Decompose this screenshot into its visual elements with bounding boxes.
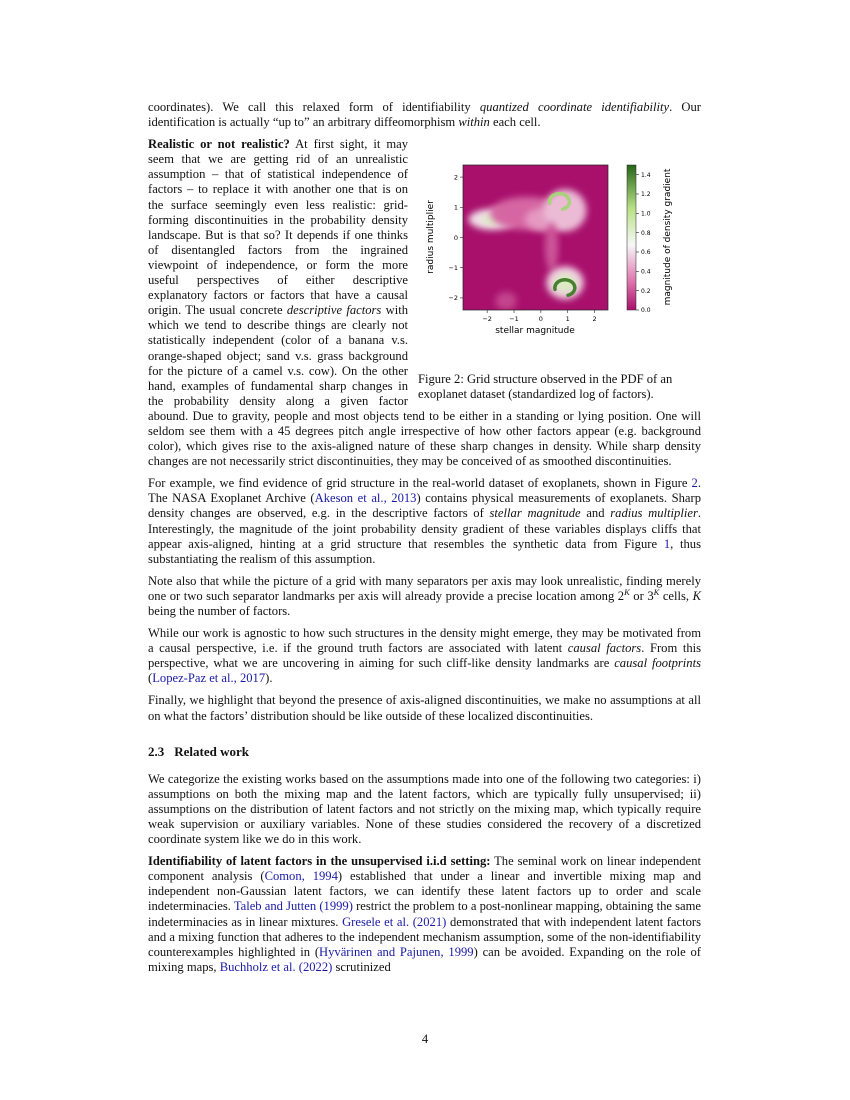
y-axis-label: radius multiplier xyxy=(426,200,436,275)
y-tick-label: −2 xyxy=(448,294,458,303)
y-tick-label: 0 xyxy=(453,233,458,242)
paragraph-note: Note also that while the picture of a grid with many separators per axis may look unrealistic, finding merely one or two such separator landmarks per axis will already provide a precise location among $2^K$ or $3^K$ cells, K being the number of factors. xyxy=(148,573,702,618)
paragraph-realistic: Realistic or not realistic? At first sight, it may seem that we are getting rid of an unrealistic assumption – that of statistical independence of factors – to replace it with another one that is on the surface seemingly even less realistic: grid-forming discontinuities in the probability density landscape. But is that so? It depends if one thinks of disentangled factors from the ingrained viewpoint of independence, or form the more useful perspectives of either descriptive explanatory factors or factors that have a causal origin. The usual concrete descriptive factors with which we tend to describe things are clearly not statistically independent (color of a banana v.s. orange-shaped object; sand v.s. grass background for the picture of a camel v.s. cow). On the other hand, examples of fundamental sharp changes in the probability density along a given factor abound. Due to gravity, people and most objects tend to be either in a standing or lying position. One will seldom see them with a 45 degrees pitch angle irrespective of how other factors appear (e.g. background color), which gives rise to the axis-aligned nature of these sharp changes in density. While sharp density changes are not necessarily strict discontinuities, they may be conceived of as smoothed discontinuities. xyxy=(148,137,701,469)
x-tick-label: −1 xyxy=(509,315,519,324)
figure-2 xyxy=(418,140,701,402)
y-tick-label: 2 xyxy=(453,173,458,182)
paragraph-agnostic: While our work is agnostic to how such structures in the density might emerge, they may be motivated from a causal perspective, i.e. if the ground truth factors are associated with latent causal factors. From this perspective, what we are uncovering in aiming for such cliff-like density landmarks are causal footprints (Lopez-Paz et al., 2017). xyxy=(148,626,702,686)
colorbar xyxy=(627,165,636,310)
colorbar-tick-label: 0.2 xyxy=(641,288,651,296)
colorbar-tick-label: 1.4 xyxy=(641,172,651,180)
exoplanet-heatmap xyxy=(418,140,701,372)
paragraph-finally: Finally, we highlight that beyond the presence of axis-aligned discontinuities, we make no assumptions at all on what the factors’ distribution should be like outside of these localized discontinuities. xyxy=(148,693,701,723)
colorbar-ticks xyxy=(636,172,651,314)
plot-background xyxy=(463,165,608,310)
x-axis-ticks xyxy=(482,310,596,323)
paragraph-related: We categorize the existing works based on the assumptions made into one of the following two categories: i) assumptions on both the mixing map and the latent factors, which are typically fully unsupervised; ii) assumptions on the distribution of latent factors and not strictly on the mixing map, which typically require weak supervision or auxiliary variables. None of these studies considered the recovery of a discretized coordinate system like we do in this work. xyxy=(148,771,701,847)
paragraph-identifiability: Identifiability of latent factors in the unsupervised i.i.d setting: The seminal work on linear independent component analysis (Comon, 1994) established that under a linear and invertible mixing map and independent non-Gaussian latent factors, we can identify these latent factors up to order and scale indeterminacies. Taleb and Jutten (1999) restrict the problem to a post-nonlinear mapping, obtaining the same indeterminacies as in linear mixtures. Gresele et al. (2021) demonstrated that with independent latent factors and a mixing function that adheres to the independent mechanism assumption, some of the non-identifiability counterexamples highlighted in (Hyvärinen and Pajunen, 1999) can be avoided. Expanding on the role of mixing maps, Buchholz et al. (2022) scrutinized xyxy=(148,854,701,974)
paragraph-intro: coordinates). We call this relaxed form of identifiability quantized coordinate identifiability. Our identification is actually “up to” an arbitrary diffeomorphism within each cell. xyxy=(148,100,701,130)
colorbar-tick-label: 0.0 xyxy=(641,307,651,315)
figure-2-link[interactable]: 2 xyxy=(691,476,698,491)
y-axis-ticks xyxy=(448,174,463,303)
colorbar-tick-label: 1.2 xyxy=(641,191,651,199)
citation-akeson[interactable]: Akeson et al., 2013 xyxy=(314,491,417,506)
colorbar-tick-label: 0.8 xyxy=(641,230,651,238)
y-tick-label: −1 xyxy=(448,264,458,273)
figure-caption: Figure 2: Grid structure observed in the PDF of an exoplanet dataset (standardized log of factors). xyxy=(418,372,673,402)
section-heading-related-work: 2.3 Related work xyxy=(148,743,249,759)
colorbar-tick-label: 0.4 xyxy=(641,268,651,276)
citation-hyvarinen[interactable]: Hyvärinen and Pajunen, 1999 xyxy=(319,944,474,959)
x-axis-label: stellar magnitude xyxy=(495,326,575,337)
colorbar-tick-label: 1.0 xyxy=(641,210,651,218)
x-tick-label: −2 xyxy=(482,315,492,324)
citation-gresele[interactable]: Gresele et al. (2021) xyxy=(342,914,447,929)
colorbar-tick-label: 0.6 xyxy=(641,249,651,257)
citation-buchholz[interactable]: Buchholz et al. (2022) xyxy=(219,959,333,974)
x-tick-label: 0 xyxy=(538,315,543,324)
citation-lopez-paz[interactable]: Lopez-Paz et al., 2017 xyxy=(152,671,266,686)
y-tick-label: 1 xyxy=(453,203,458,212)
citation-comon[interactable]: Comon, 1994 xyxy=(264,869,338,884)
density-region-5 xyxy=(545,223,558,271)
colorbar-label: magnitude of density gradient xyxy=(663,168,673,306)
page-number: 4 xyxy=(421,1032,429,1046)
x-tick-label: 1 xyxy=(565,315,570,324)
density-region-8 xyxy=(495,292,516,310)
figure-1-link[interactable]: 1 xyxy=(663,536,671,551)
x-tick-label: 2 xyxy=(592,315,597,324)
citation-taleb[interactable]: Taleb and Jutten (1999) xyxy=(233,899,353,914)
paragraph-example: For example, we find evidence of grid structure in the real-world dataset of exoplanets, shown in Figure 2. The NASA Exoplanet Archive (Akeson et al., 2013) contains physical measurements of exoplanets. Sharp density changes are observed, e.g. in the descriptive factors of stellar magnitude and radius multiplier. Interestingly, the magnitude of the joint probability density gradient of these variables displays cliffs that appear axis-aligned, hinting at a grid structure that resembles the synthetic data from Figure 1, thus substantiating the realism of this assumption. xyxy=(148,476,701,566)
page-body xyxy=(148,100,701,975)
